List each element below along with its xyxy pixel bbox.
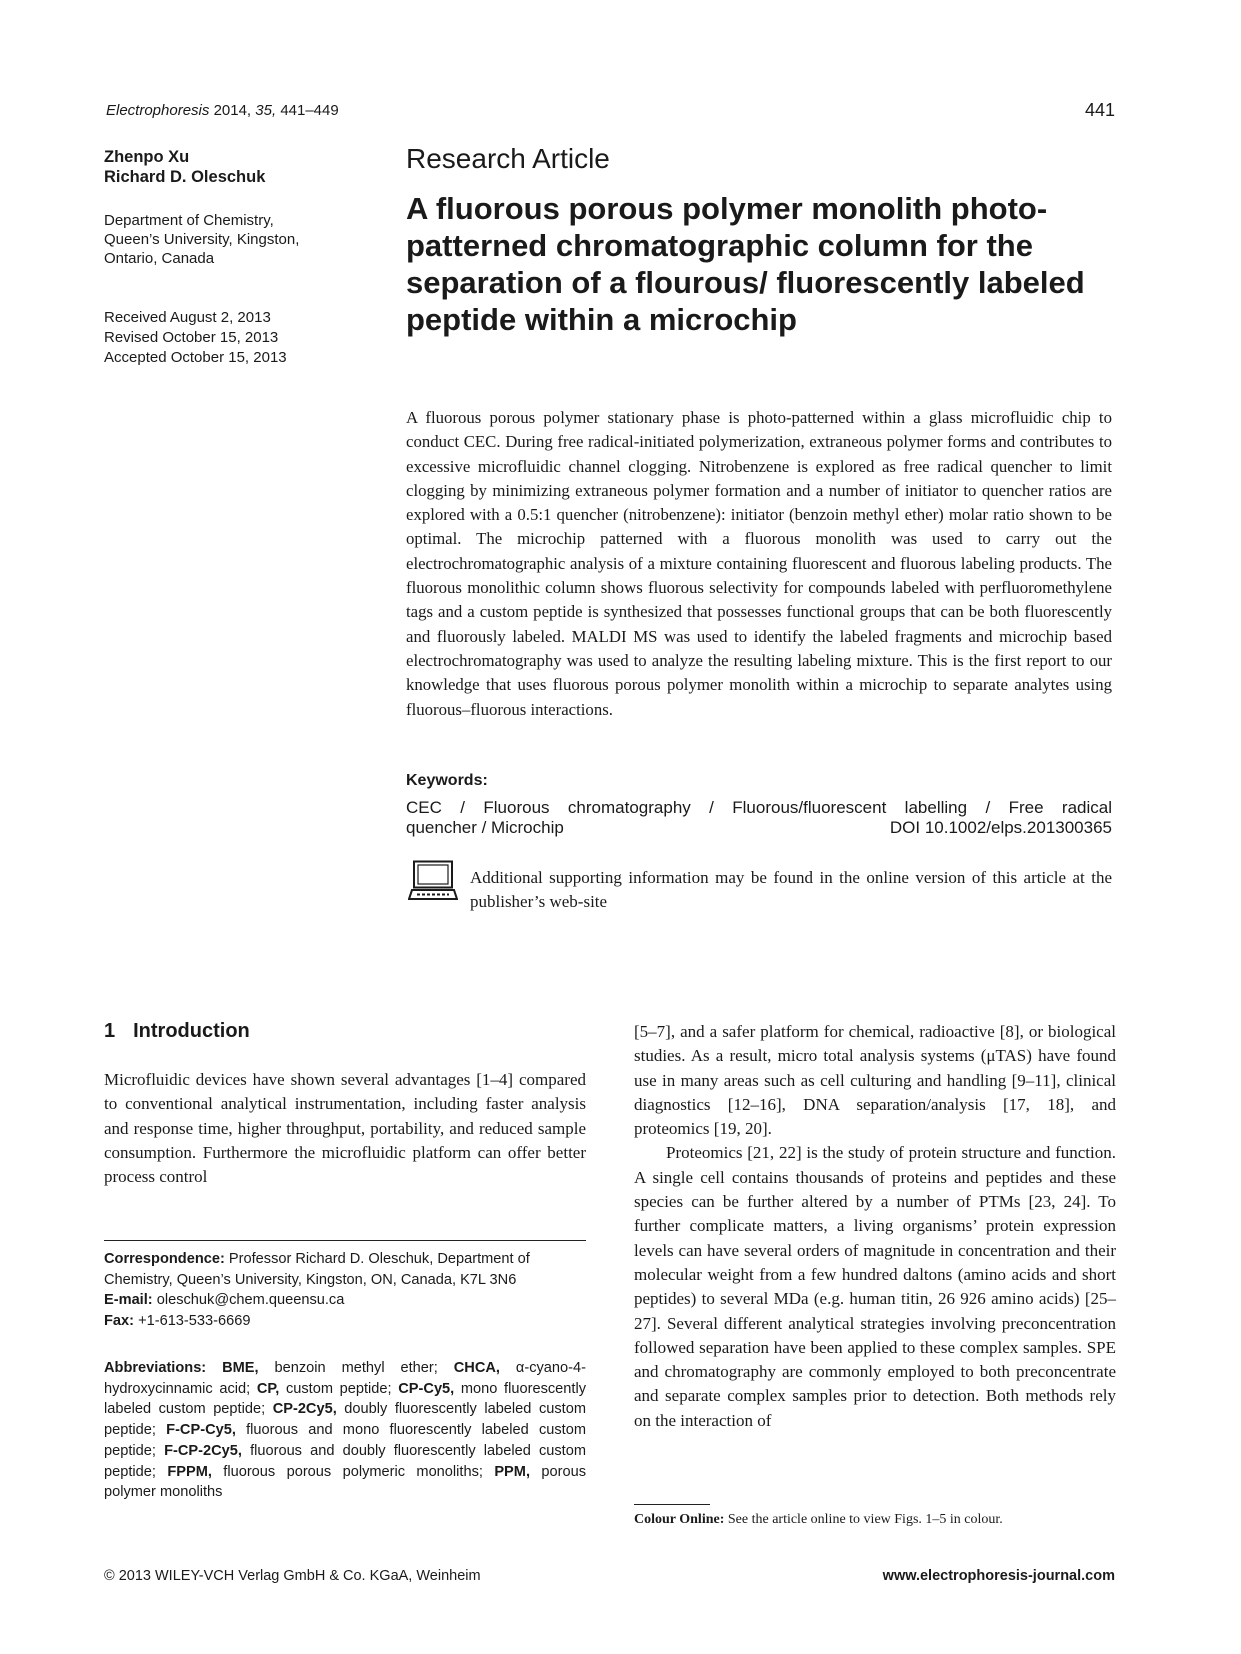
colour-online-text: See the article online to view Figs. 1–5 in colour.: [727, 1512, 1003, 1527]
keywords-line-2: [406, 818, 1112, 838]
abbreviation-definition: fluorous and mono fluorescently labeled custom peptide;: [104, 1422, 586, 1459]
accepted-date: Accepted October 15, 2013: [104, 349, 287, 366]
abbreviation-term: F-CP-Cy5,: [166, 1422, 236, 1439]
intro-paragraph: [5–7], and a safer platform for chemical, radioactive [8], or biological studies. As a result, micro total analysis systems (μTAS) have found use in many areas such as cell culturing and handling [9–11], clinical diagnostics [12–16], DNA separation/analysis [17, 18], and proteomics [19, 20].: [634, 1022, 1116, 1139]
abstract: A fluorous porous polymer stationary phase is photo-patterned within a glass microfluidic chip to conduct CEC. During free radical-initiated polymerization, extraneous polymer forms and contributes to excessive microfluidic channel clogging. Nitrobenzene is explored as free radical quencher to limit clogging by minimizing extraneous polymer formation and a number of initiator to quencher ratios are explored with a 0.5:1 quencher (nitrobenzene): initiator (benzoin methyl ether) molar ratio shown to be optimal. The microchip patterned with a fluorous monolith was used to carry out the electrochromatographic analysis of a mixture containing fluorescent and fluorous labeling products. The fluorous monolithic column shows fluorous selectivity for compounds labeled with perfluoromethylene tags and a custom peptide is synthesized that possesses functional groups that can be both fluorescently and fluorously labeled. MALDI MS was used to identify the labeled fragments and microchip based electrochromatography was used to analyze the resulting labeling mixture. This is the first report to our knowledge that uses fluorous porous polymer monolith within a microchip to separate analytes using fluorous–fluorous interactions.: [406, 408, 1112, 719]
colour-online-label: Colour Online:: [634, 1512, 725, 1527]
abbreviation-definition: porous polymer monoliths: [104, 1463, 587, 1501]
intro-right-column: [634, 1020, 1116, 1433]
section-number: 1: [104, 1020, 116, 1042]
fax-number: +1-613-533-6669: [138, 1312, 251, 1329]
journal-pages: 441–449: [280, 102, 339, 119]
correspondence-note: [104, 1249, 586, 1331]
doi[interactable]: DOI 10.1002/elps.201300365: [889, 818, 1112, 837]
author-name: Zhenpo Xu: [104, 148, 190, 166]
section-heading: [104, 1020, 250, 1043]
abbreviation-term: CP-2Cy5,: [272, 1401, 337, 1418]
journal-name: Electrophoresis: [106, 102, 210, 119]
computer-icon: [408, 860, 458, 902]
intro-paragraph: Microfluidic devices have shown several advantages [1–4] compared to conventional analytical instrumentation, including faster analysis and response time, higher throughput, portability, and reduced sample consumption. Furthermore the microfluidic platform can offer better process control: [104, 1070, 586, 1187]
abbreviation-term: FPPM,: [167, 1463, 212, 1480]
abbreviation-definition: custom peptide;: [279, 1380, 392, 1397]
abbreviation-term: CP,: [256, 1380, 280, 1397]
abbreviation-definition: benzoin methyl ether;: [258, 1360, 438, 1376]
journal-volume: 35,: [255, 102, 277, 119]
abbreviation-definition: mono fluorescently labeled custom peptide;: [104, 1380, 586, 1418]
page-number: 441: [1084, 100, 1115, 120]
running-head: [106, 102, 339, 119]
article-title: A fluorous porous polymer monolith photo-patterned chromatographic column for the separation of a flourous/ fluorescently labeled peptide within a microchip: [406, 191, 1085, 337]
abbreviation-definition: doubly fluorescently labeled custom peptide;: [104, 1401, 586, 1439]
email-link[interactable]: oleschuk@chem.queensu.ca: [156, 1292, 345, 1308]
abbreviation-term: F-CP-2Cy5,: [164, 1442, 242, 1459]
journal-year: 2014,: [213, 102, 252, 119]
received-date: Received August 2, 2013: [104, 309, 271, 326]
colour-online-note: [634, 1512, 1003, 1528]
history-dates: [104, 308, 287, 368]
abbreviation-term: CHCA,: [453, 1360, 500, 1376]
affiliation-line: Queen’s University, Kingston,: [104, 231, 300, 248]
keywords-line: CEC / Fluorous chromatography / Fluorous/fluorescent labelling / Free radical: [406, 798, 1112, 817]
abbreviation-definition: fluorous and doubly fluorescently labeled custom peptide;: [104, 1442, 586, 1480]
correspondence-label: Correspondence:: [104, 1251, 225, 1267]
affiliation: [104, 211, 299, 268]
intro-paragraph: Proteomics [21, 22] is the study of protein structure and function. A single cell contains thousands of proteins and peptides and these species can be further altered by a number of PTMs [23, 24]. To further complicate matters, a living organisms’ protein expression levels can have several orders of magnitude in concentration and their molecular weight from a few hundred daltons (amino acids and short peptides) to several MDa (e.g. human titin, 26 926 amino acids) [25–27]. Several different analytical strategies involving preconcentration followed separation have been applied to these complex samples. SPE and chromatography are commonly employed to both preconcentrate and separate complex samples prior to detection. Both methods rely on the interaction of: [634, 1143, 1116, 1430]
affiliation-line: Ontario, Canada: [104, 250, 215, 267]
section-title: Introduction: [133, 1020, 250, 1042]
email-label: E-mail:: [104, 1292, 153, 1308]
copyright: © 2013 WILEY-VCH Verlag GmbH & Co. KGaA, Weinheim: [104, 1568, 481, 1584]
article-type: Research Article: [406, 143, 610, 174]
affiliation-line: Department of Chemistry,: [104, 212, 274, 229]
author-list: [104, 147, 265, 187]
abbreviations-label: Abbreviations:: [104, 1360, 207, 1376]
abbreviation-term: PPM,: [494, 1463, 531, 1480]
footnote-divider: [634, 1504, 710, 1505]
fax-label: Fax:: [104, 1312, 135, 1329]
journal-website[interactable]: www.electrophoresis-journal.com: [882, 1568, 1115, 1584]
abbreviation-definition: α-cyano-4-hydroxycinnamic acid;: [104, 1360, 586, 1397]
abbreviations-note: [104, 1358, 586, 1503]
supporting-info-note: Additional supporting information may be found in the online version of this article at the publisher’s web-site: [470, 868, 1112, 911]
abbreviation-definition: fluorous porous polymeric monoliths;: [211, 1463, 483, 1480]
correspondence-text: Professor Richard D. Oleschuk, Department of Chemistry, Queen’s University, Kingston, ON, Canada, K7L 3N6: [104, 1251, 530, 1288]
revised-date: Revised October 15, 2013: [104, 329, 279, 346]
abbreviation-term: CP-Cy5,: [398, 1380, 455, 1397]
keywords-label: Keywords:: [406, 772, 488, 789]
footnote-divider: [104, 1240, 586, 1241]
author-name: Richard D. Oleschuk: [104, 168, 266, 186]
keywords-line: quencher / Microchip: [406, 818, 564, 837]
abbreviation-term: BME,: [222, 1360, 259, 1376]
